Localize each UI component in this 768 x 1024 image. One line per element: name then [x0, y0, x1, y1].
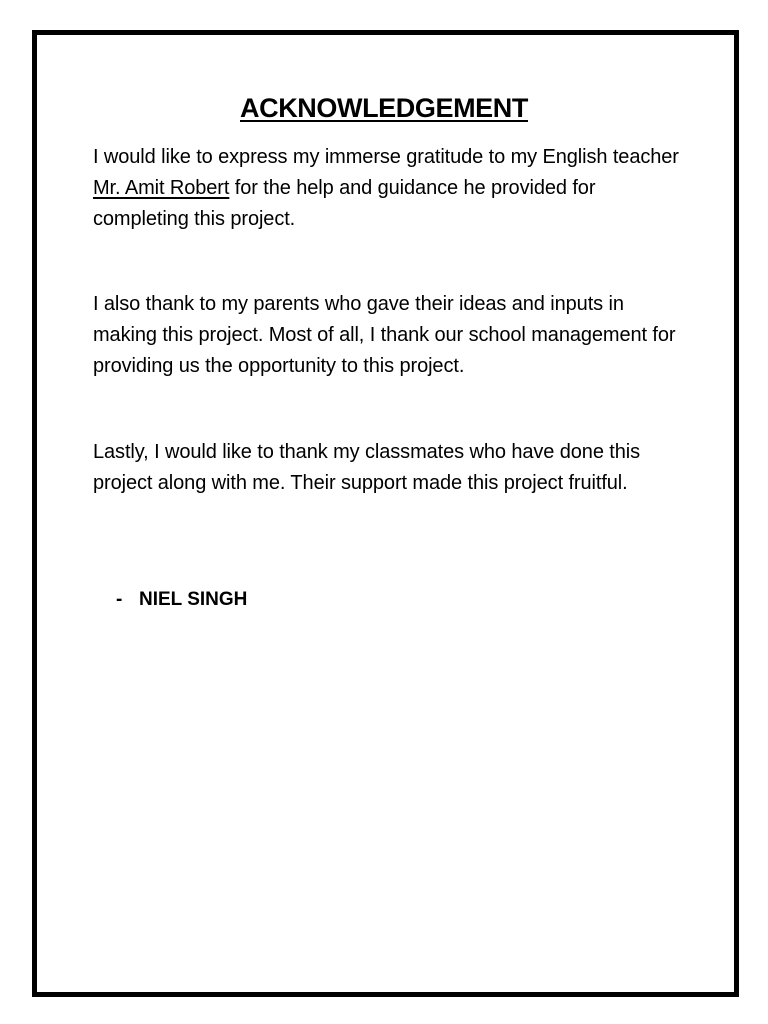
document-title: ACKNOWLEDGEMENT	[240, 93, 528, 123]
signature-name: NIEL SINGH	[139, 589, 248, 610]
paragraph-parents-school: I also thank to my parents who gave their ideas and inputs in making this project. Most of all, I thank our school management for providing us the opportunity to this project.	[93, 293, 676, 377]
paragraph1-text-before: I would like to express my immerse gratitude to my English teacher	[93, 146, 679, 168]
paragraph-gratitude-teacher	[93, 142, 683, 235]
signature-dash: -	[116, 589, 123, 610]
signature	[116, 587, 247, 613]
paragraph1-text-after: for the help and guidance he provided for completing this project.	[93, 177, 596, 230]
teacher-name: Mr. Amit Robert	[93, 177, 230, 199]
paragraph-classmates: Lastly, I would like to thank my classmates who have done this project along with me. Their support made this project fruitful.	[93, 441, 641, 494]
